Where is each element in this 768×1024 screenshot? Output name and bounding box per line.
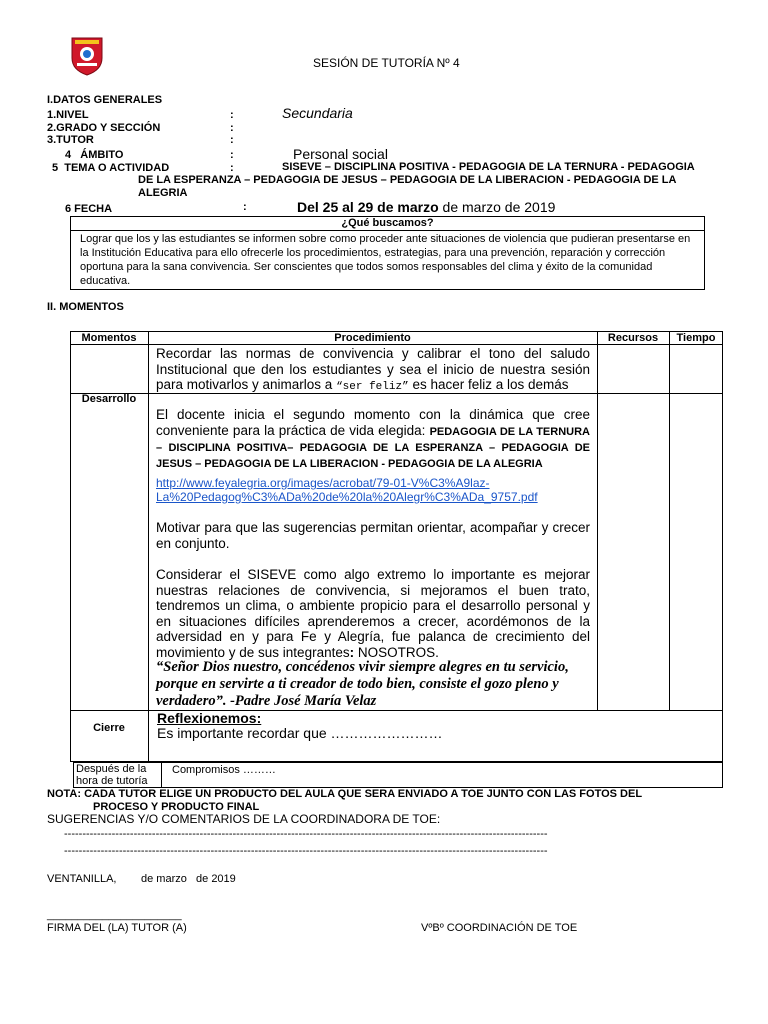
dash-line-1: ------------------------------------------------------------------------------------------------------------------------------------ (64, 828, 548, 840)
sugerencias: SUGERENCIAS Y/O COMENTARIOS DE LA COORDINADORA DE TOE: (47, 812, 441, 826)
desarrollo-p1 (156, 407, 590, 471)
busqueda-title: ¿Qué buscamos? (341, 217, 434, 229)
desarrollo-p3-a: Considerar el SISEVE como algo extremo lo importante es mejorar nuestras relaciones de convivencia, si mejoramos el buen trato, tendremos un clima, o ambiente propicio para el desarrollo personal y en situaciones difíciles aprenderemos a crecer, acordémonos de la adversidad en y para Fe y Alegría, fue palanca de crecimiento del movimiento y de sus integrantes (156, 567, 590, 660)
despues-label: Después de la hora de tutoría (76, 763, 148, 787)
colon: : (230, 162, 234, 174)
link-line-2[interactable]: La%20Pedagog%C3%ADa%20de%20la%20Alegr%C3%ADa_9757.pdf (156, 490, 538, 504)
colon: : (230, 134, 234, 146)
session-title: SESIÓN DE TUTORÍA Nº 4 (313, 56, 460, 70)
inicio-quote: “ser feliz” (336, 381, 409, 393)
desarrollo-p1-a: El docente inicia el segundo momento con la dinámica que cree conveniente para la práctica de vida elegida: (156, 407, 590, 438)
colon: : (243, 201, 247, 213)
col-recursos: Recursos (607, 332, 659, 344)
nivel-label: 1.NIVEL (47, 109, 89, 121)
ciudad: VENTANILLA, (47, 873, 117, 885)
col-momentos: Momentos (81, 332, 137, 344)
firma-tutor: FIRMA DEL (LA) TUTOR (A) (47, 922, 187, 934)
cierre-label: Cierre (93, 722, 125, 734)
desarrollo-p1-bold: PEDAGOGIA DE LA TERNURA – DISCIPLINA POSITIVA– PEDAGOGIA DE LA ESPERANZA – PEDAGOGIA DE JESUS – PEDAGOGIA DE LA LIBERACION - PEDAGOGIA DE LA ALEGRIA (156, 425, 590, 470)
feyalegria-link[interactable] (156, 476, 596, 504)
desarrollo-p3 (156, 567, 590, 660)
colon: : (230, 122, 234, 134)
col-tiempo: Tiempo (676, 332, 716, 344)
cierre-title: Reflexionemos: (157, 710, 262, 726)
desarrollo-p3-b: : (349, 644, 358, 660)
nota-line-1: NOTA: CADA TUTOR ELIGE UN PRODUCTO DEL AULA QUE SERA ENVIADO A TOE JUNTO CON LAS FOTOS DEL (47, 788, 643, 800)
desarrollo-p3-c: NOSOTROS. (357, 644, 439, 660)
dash-line-2: ------------------------------------------------------------------------------------------------------------------------------------ (64, 845, 548, 857)
grado-label: 2.GRADO Y SECCIÓN (47, 122, 161, 134)
col-procedimiento: Procedimiento (334, 332, 411, 344)
colon: : (230, 109, 234, 121)
colon: : (230, 149, 234, 161)
link-line-1[interactable]: http://www.feyalegria.org/images/acrobat/79-01-V%C3%A9laz- (156, 476, 490, 490)
ambito-value: Personal social (293, 146, 388, 162)
fecha-rest: de marzo de 2019 (438, 199, 556, 215)
desarrollo-p2: Motivar para que las sugerencias permitan orientar, acompañar y crecer en conjunto. (156, 520, 590, 551)
tema-value-3: ALEGRIA (138, 187, 188, 199)
nota-line-2: PROCESO Y PRODUCTO FINAL (93, 801, 260, 813)
tema-value-1: SISEVE – DISCIPLINA POSITIVA - PEDAGOGIA DE LA TERNURA - PEDAGOGIA (282, 161, 695, 173)
fecha-bold: Del 25 al 29 de marzo (297, 199, 439, 215)
footer-fecha: de marzo de 2019 (141, 873, 236, 885)
tema-value-2: DE LA ESPERANZA – PEDAGOGIA DE JESUS – PEDAGOGIA DE LA LIBERACION - PEDAGOGIA DE LA (138, 174, 677, 186)
tutor-label: 3.TUTOR (47, 134, 94, 146)
momentos-heading: II. MOMENTOS (47, 301, 124, 313)
nivel-value: Secundaria (282, 105, 353, 121)
compromisos: Compromisos ……… (172, 764, 276, 776)
inicio-text-b: es hacer feliz a los demás (408, 377, 569, 392)
inicio-text-a: Recordar las normas de convivencia y calibrar el tono del saludo Institucional que den los estudiantes y sea el inicio de nuestra sesión para motivarlos y animarlos a (156, 346, 590, 392)
tema-label: 5 TEMA O ACTIVIDAD (52, 162, 170, 174)
cierre-text: Es importante recordar que …………………… (157, 725, 443, 741)
inicio-text (156, 346, 590, 396)
fecha-value (297, 199, 555, 215)
despues-row (73, 762, 723, 788)
vb-coordinacion: VºBº COORDINACIÓN DE TOE (421, 922, 578, 934)
busqueda-text: Lograr que los y las estudiantes se informen sobre como proceder ante situaciones de violencia que pudieran presentarse en la Institución Educativa para ello ofrecerle los procedimientos, estrategias, para una prevención, reparación y corrección oportuna para la sana convivencia. Ser conscientes que todos somos responsables del clima y éxito de la comunidad educativa. (80, 233, 691, 287)
datos-heading: I.DATOS GENERALES (47, 94, 163, 106)
sign-line: ______________________ (47, 909, 182, 921)
school-crest-icon (69, 36, 105, 76)
velaz-quote: “Señor Dios nuestro, concédenos vivir siempre alegres en tu servicio, porque en servirte a ti creador de todo bien, consiste el gozo pleno y verdadero”. -Padre José María Velaz (156, 659, 569, 709)
ambito-label: 4 ÁMBITO (65, 149, 124, 161)
fecha-label: 6 FECHA (65, 203, 113, 215)
desarrollo-label: Desarrollo (81, 393, 137, 405)
